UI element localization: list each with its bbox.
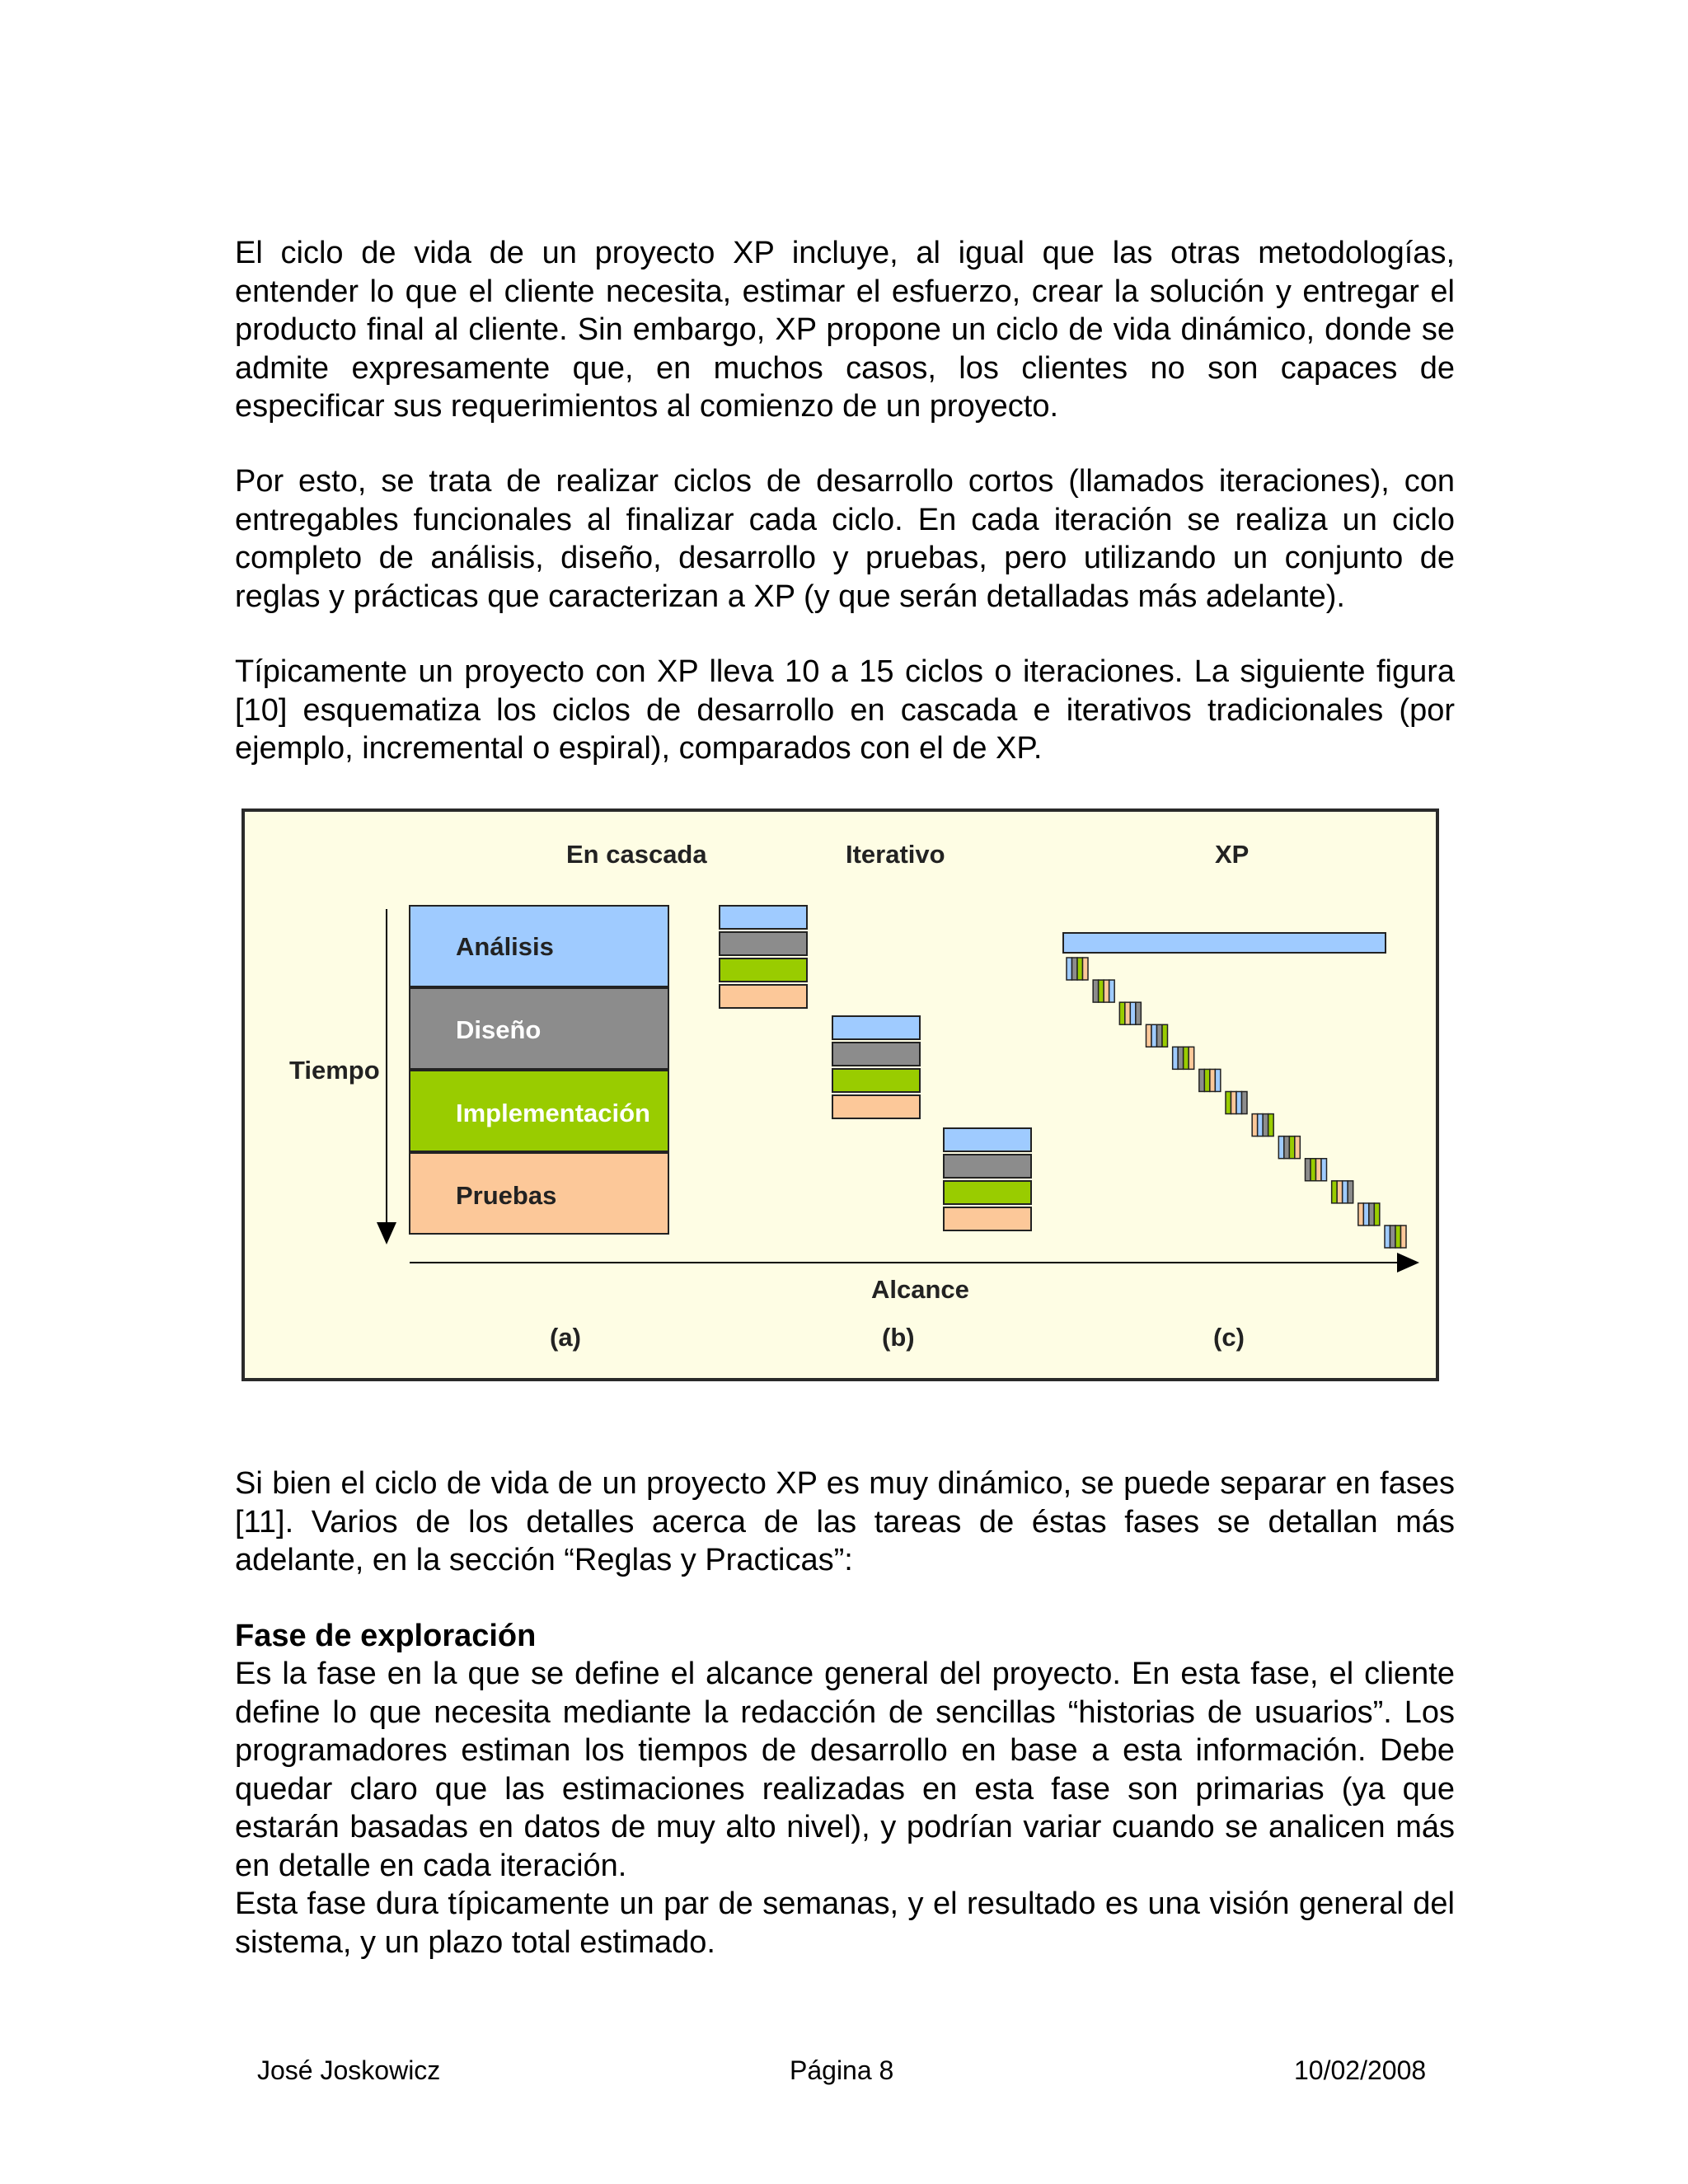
label-implementacion: Implementación [456, 1099, 650, 1127]
caption-a: (a) [550, 1323, 581, 1352]
caption-b: (b) [882, 1323, 915, 1352]
axis-label-alcance: Alcance [871, 1275, 969, 1304]
xp-iteration-7 [1226, 1092, 1247, 1114]
xp-iteration-5 [1173, 1047, 1194, 1069]
lifecycle-diagram [245, 812, 1436, 1378]
time-axis-arrow [377, 1222, 396, 1244]
xp-iteration-12 [1358, 1203, 1380, 1226]
iterativo-cycle-1 [720, 906, 807, 1008]
paragraph-cycles: Típicamente un proyecto con XP lleva 10 a 15 ciclos o iteraciones. La siguiente figura [10] esquematiza los ciclos de desarrollo en cascada e iterativos tradicionales (por ejemplo, incremental o espiral), comparados con el de XP. [235, 654, 1455, 766]
footer-author: José Joskowicz [257, 2055, 441, 2085]
xp-iterations [1067, 958, 1406, 1248]
xp-iteration-9 [1278, 1137, 1300, 1159]
footer-page-number: Página 8 [790, 2055, 894, 2085]
title-xp: XP [1215, 840, 1250, 869]
scope-axis-arrow [1397, 1253, 1419, 1272]
paragraph-intro: El ciclo de vida de un proyecto XP incluye, al igual que las otras metodologías, entender lo que el cliente necesita, estimar el esfuerzo, crear la solución y entregar el producto final al cliente. Sin embargo, XP propone un ciclo de vida dinámico, donde se admite expresamente que, en muchos casos, los clientes no son capaces de especificar sus requerimientos al comienzo de un proyecto. [235, 236, 1455, 424]
lifecycle-figure [241, 808, 1439, 1381]
xp-iteration-6 [1199, 1069, 1221, 1091]
paragraph-phases-intro: Si bien el ciclo de vida de un proyecto XP es muy dinámico, se puede separar en fases [11]. Varios de los detalles acerca de las tareas de éstas fases se detallan más adelante, en la sección “Reglas y Practicas”: [235, 1466, 1455, 1577]
xp-iteration-4 [1146, 1024, 1168, 1047]
xp-iteration-1 [1067, 958, 1088, 980]
paragraph-exploracion-1: Es la fase en la que se define el alcance general del proyecto. En esta fase, el cliente define lo que necesita mediante la redacción de sencillas “historias de usuarios”. Los programadores estiman los tiempos de desarrollo en base a esta información. Debe quedar claro que las estimaciones realizadas en esta fase son primarias (ya que estarán basadas en datos de muy alto nivel), y podrían variar cuando se analicen más en detalle en cada iteración. [235, 1657, 1455, 1883]
label-pruebas: Pruebas [456, 1181, 557, 1210]
xp-iteration-8 [1252, 1114, 1273, 1137]
iterativo-cycle-3 [944, 1128, 1031, 1230]
paragraph-iterations: Por esto, se trata de realizar ciclos de desarrollo cortos (llamados iteraciones), con entregables funcionales al finalizar cada ciclo. En cada iteración se realiza un ciclo completo de análisis, diseño, desarrollo y pruebas, pero utilizando un conjunto de reglas y prácticas que caracterizan a XP (y que serán detalladas más adelante). [235, 464, 1455, 614]
title-iterativo: Iterativo [846, 840, 945, 869]
xp-iteration-10 [1306, 1159, 1327, 1181]
xp-iteration-11 [1332, 1181, 1353, 1203]
xp-analisis-bar [1063, 933, 1386, 953]
heading-fase-exploracion: Fase de exploración [235, 1619, 537, 1653]
paragraph-exploracion-2: Esta fase dura típicamente un par de semanas, y el resultado es una visión general del sistema, y un plazo total estimado. [235, 1886, 1455, 1960]
label-diseno: Diseño [456, 1015, 542, 1044]
iterativo-cycle-2 [832, 1016, 920, 1118]
title-cascada: En cascada [566, 840, 707, 869]
label-analisis: Análisis [456, 932, 554, 961]
xp-iteration-2 [1093, 980, 1114, 1002]
xp-iteration-13 [1385, 1226, 1406, 1248]
axis-label-tiempo: Tiempo [289, 1056, 380, 1085]
xp-iteration-3 [1119, 1002, 1141, 1024]
caption-c: (c) [1213, 1323, 1245, 1352]
footer-date: 10/02/2008 [1294, 2055, 1427, 2085]
